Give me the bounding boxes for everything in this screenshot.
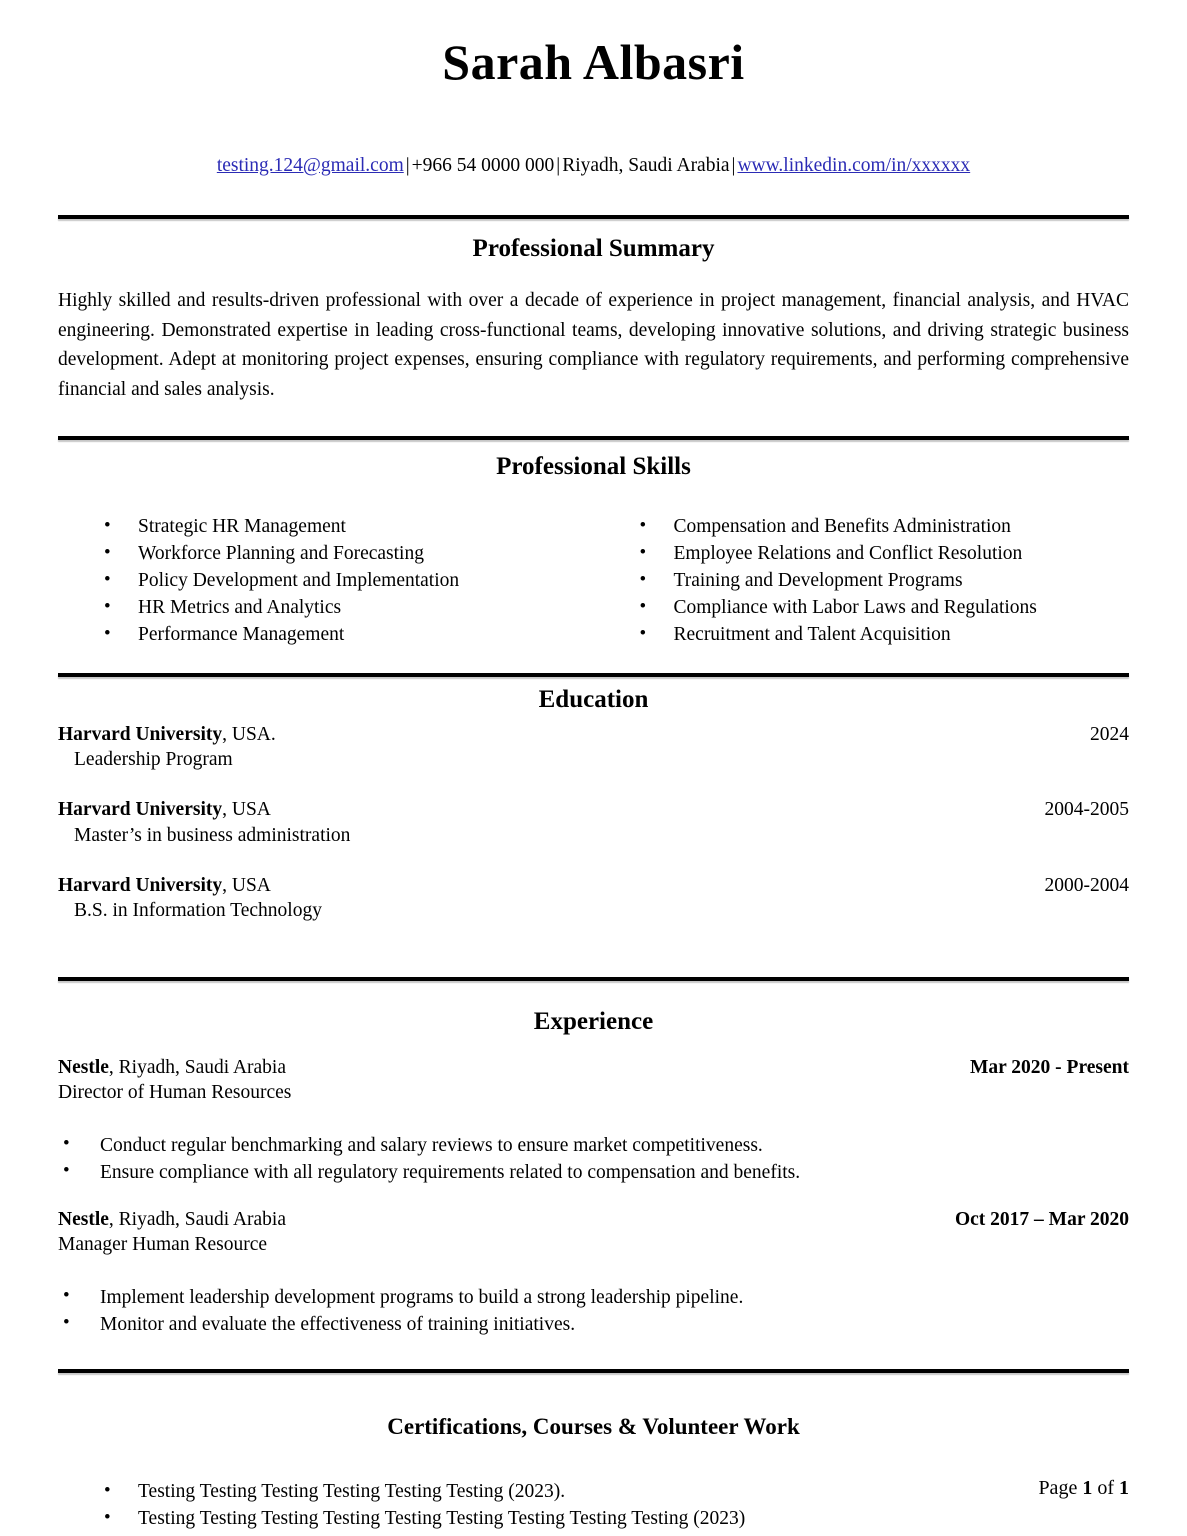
education-degree: B.S. in Information Technology bbox=[74, 900, 322, 922]
experience-role: Manager Human Resource bbox=[58, 1234, 268, 1256]
education-entry-header bbox=[58, 873, 1129, 898]
experience-entry bbox=[58, 1055, 1129, 1187]
experience-bullets bbox=[58, 1132, 1129, 1187]
list-item: • Employee Relations and Conflict Resolution bbox=[632, 541, 1130, 568]
education-entry-header bbox=[58, 722, 1129, 747]
education-entry bbox=[58, 722, 1129, 773]
footer-middle: of bbox=[1092, 1477, 1119, 1499]
education-school-name: Harvard University bbox=[58, 723, 223, 745]
education-school-location: , USA bbox=[222, 799, 271, 821]
list-item: • Workforce Planning and Forecasting bbox=[96, 541, 594, 568]
education-school-name: Harvard University bbox=[58, 875, 223, 897]
list-item: • Ensure compliance with all regulatory requirements related to compensation and benefits. bbox=[58, 1159, 1129, 1187]
education-institution bbox=[58, 873, 271, 898]
skills-column-right bbox=[594, 514, 1130, 649]
contact-separator-3: | bbox=[731, 154, 736, 176]
contact-separator-2: | bbox=[556, 154, 561, 176]
experience-bullets bbox=[58, 1284, 1129, 1339]
experience-company-name: Nestle bbox=[58, 1209, 109, 1231]
list-item: • Implement leadership development programs to build a strong leadership pipeline. bbox=[58, 1284, 1129, 1312]
education-date: 2000-2004 bbox=[1044, 875, 1129, 897]
contact-line bbox=[58, 154, 1129, 177]
experience-company-name: Nestle bbox=[58, 1056, 109, 1078]
education-school-location: , USA. bbox=[222, 723, 276, 745]
experience-role: Director of Human Resources bbox=[58, 1082, 292, 1104]
experience-date: Oct 2017 – Mar 2020 bbox=[954, 1209, 1129, 1231]
education-degree: Leadership Program bbox=[74, 749, 233, 771]
experience-entry-header bbox=[58, 1207, 1129, 1232]
list-item: • Compliance with Labor Laws and Regulations bbox=[632, 595, 1130, 622]
education-school-location: , USA bbox=[222, 875, 271, 897]
footer-prefix: Page bbox=[1038, 1477, 1083, 1499]
experience-entry bbox=[58, 1207, 1129, 1339]
education-institution bbox=[58, 722, 276, 747]
section-heading-experience: Experience bbox=[533, 1007, 654, 1035]
experience-date: Mar 2020 - Present bbox=[969, 1056, 1129, 1078]
education-entry bbox=[58, 873, 1129, 924]
education-date: 2024 bbox=[1090, 723, 1129, 745]
experience-company bbox=[58, 1055, 286, 1080]
email-link[interactable]: testing.124@gmail.com bbox=[216, 154, 404, 176]
list-item: • Recruitment and Talent Acquisition bbox=[632, 622, 1130, 649]
education-school-name: Harvard University bbox=[58, 799, 223, 821]
education-institution bbox=[58, 797, 271, 822]
list-item: • Policy Development and Implementation bbox=[96, 568, 594, 595]
list-item: • Testing Testing Testing Testing Testing Testing Testing Testing Testing (2023) bbox=[96, 1506, 1129, 1533]
contact-separator-1: | bbox=[405, 154, 410, 176]
page-footer bbox=[1038, 1476, 1129, 1500]
skills-columns bbox=[58, 514, 1129, 649]
education-degree: Master’s in business administration bbox=[74, 824, 351, 846]
section-divider-summary bbox=[58, 215, 1129, 219]
skills-list-right bbox=[632, 514, 1130, 649]
section-divider-experience bbox=[58, 977, 1129, 981]
section-heading-skills: Professional Skills bbox=[496, 452, 691, 480]
location-text: Riyadh, Saudi Arabia bbox=[562, 154, 730, 176]
section-heading-summary: Professional Summary bbox=[472, 234, 715, 262]
education-date: 2004-2005 bbox=[1044, 799, 1129, 821]
education-entry bbox=[58, 797, 1129, 848]
section-divider-education bbox=[58, 673, 1129, 677]
list-item: • Strategic HR Management bbox=[96, 514, 594, 541]
phone-text: +966 54 0000 000 bbox=[411, 154, 555, 176]
list-item: • HR Metrics and Analytics bbox=[96, 595, 594, 622]
section-heading-education: Education bbox=[538, 686, 649, 714]
list-item: • Performance Management bbox=[96, 622, 594, 649]
section-divider-skills bbox=[58, 436, 1129, 440]
list-item: • Compensation and Benefits Administration bbox=[632, 514, 1130, 541]
section-divider-certifications bbox=[58, 1369, 1129, 1373]
experience-company bbox=[58, 1207, 286, 1232]
experience-company-location: , Riyadh, Saudi Arabia bbox=[108, 1056, 287, 1078]
certifications-list bbox=[58, 1479, 1129, 1533]
list-item: • Training and Development Programs bbox=[632, 568, 1130, 595]
list-item: • Testing Testing Testing Testing Testing Testing (2023). bbox=[96, 1479, 1129, 1506]
footer-total-pages: 1 bbox=[1119, 1477, 1129, 1499]
footer-current-page: 1 bbox=[1082, 1477, 1093, 1499]
page-title: Sarah Albasri bbox=[442, 34, 745, 90]
list-item: • Monitor and evaluate the effectiveness of training initiatives. bbox=[58, 1311, 1129, 1339]
experience-company-location: , Riyadh, Saudi Arabia bbox=[108, 1209, 287, 1231]
linkedin-link[interactable]: www.linkedin.com/in/xxxxxx bbox=[737, 154, 971, 176]
summary-text: Highly skilled and results-driven professional with over a decade of experience in project management, financial analysis, and HVAC engineering. Demonstrated expertise in leading cross-functional teams, developing innovative solutions, and driving strategic business development. Adept at monitoring project expenses, ensuring compliance with regulatory requirements, and performing comprehensive financial and sales analysis. bbox=[58, 290, 1129, 401]
section-heading-certifications: Certifications, Courses & Volunteer Work bbox=[387, 1414, 800, 1440]
skills-column-left bbox=[58, 514, 594, 649]
skills-list-left bbox=[96, 514, 594, 649]
list-item: • Conduct regular benchmarking and salary reviews to ensure market competitiveness. bbox=[58, 1132, 1129, 1160]
education-entry-header bbox=[58, 797, 1129, 822]
experience-entry-header bbox=[58, 1055, 1129, 1080]
